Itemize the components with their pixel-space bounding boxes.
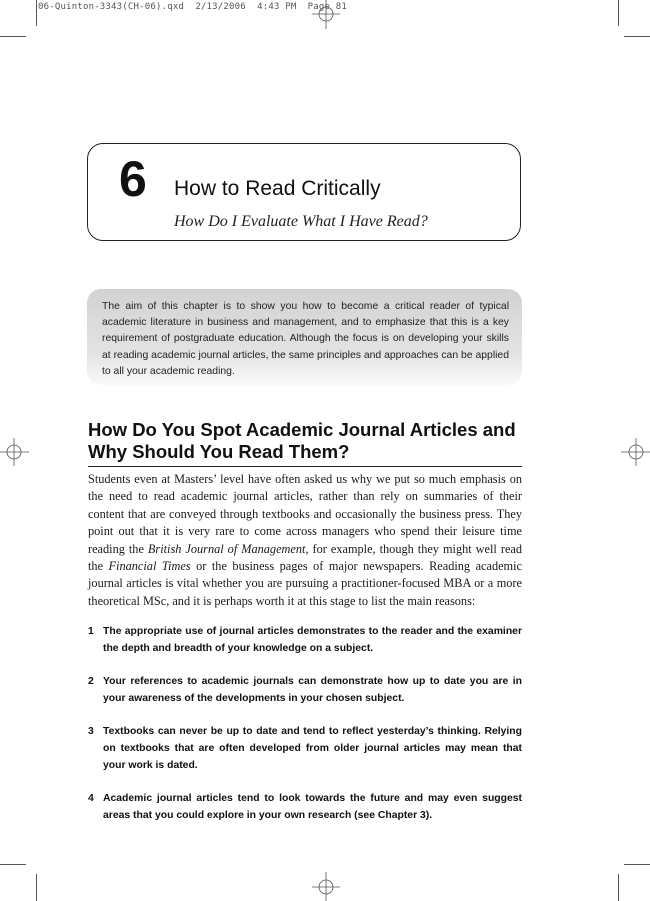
body-text-run: , for example, though they might well read the (88, 541, 523, 574)
crop-mark (624, 36, 650, 37)
list-item (88, 791, 522, 824)
newspaper-title-italic: Financial Times (108, 559, 191, 574)
list-item (88, 724, 522, 774)
registration-mark-icon (620, 437, 650, 467)
body-text-run: or the business pages of major newspapers. Reading academic journal articles is vital whether you are pursuing a practitioner-focused MBA or a more theoretical MSc, and it is perhaps worth it at this stage to list the main reasons: (88, 559, 522, 608)
journal-title-italic: British Journal of Management (147, 541, 306, 556)
crop-mark (624, 864, 650, 865)
list-item (88, 624, 522, 657)
registration-mark-icon (0, 437, 30, 467)
list-item-number: 3 (88, 726, 94, 738)
registration-mark-icon (311, 871, 341, 901)
list-item-number: 1 (88, 626, 94, 637)
list-item-number: 2 (88, 676, 94, 688)
crop-mark (618, 0, 619, 26)
crop-mark (36, 0, 37, 26)
chapter-title: How to Read Critically (174, 177, 381, 200)
chapter-number: 6 (119, 151, 147, 207)
crop-mark (0, 36, 26, 37)
list-item-text: Academic journal articles tend to look towards the future and may even suggest areas that you could explore in your own research (see Chapter 3). (103, 793, 522, 821)
body-text-run: Students even at Masters’ level have often asked us why we put so much emphasis on the need to read academic journal articles, rather than rely on summaries of their content that are conveyed through textbooks and occasionally the business press. They point out that it is very rare to come across managers who spend their leisure time reading the (88, 472, 522, 556)
list-item-text: Your references to academic journals can demonstrate how up to date you are in your awareness of the developments in your chosen subject. (103, 676, 522, 704)
list-item-text: The appropriate use of journal articles demonstrates to the reader and the examiner the depth and breadth of your knowledge on a subject. (103, 626, 522, 654)
section-heading: How Do You Spot Academic Journal Articles and Why Should You Read Them? (88, 419, 516, 462)
chapter-subtitle: How Do I Evaluate What I Have Read? (174, 213, 428, 230)
list-item (88, 674, 522, 707)
crop-mark (0, 864, 26, 865)
chapter-abstract-box (87, 289, 522, 385)
list-item-text: Textbooks can never be up to date and tend to reflect yesterday’s thinking. Relying on textbooks that are often developed from older journal articles may mean that your work is dated. (103, 726, 522, 771)
chapter-abstract-text: The aim of this chapter is to show you how to become a critical reader of typical academic literature in business and management, and to emphasize that this is a key requirement of postgraduate education. Although the focus is on developing your skills at reading academic journal articles, the same principles and approaches can be applied to all your academic reading. (102, 301, 509, 377)
crop-mark (618, 874, 619, 901)
reasons-list (88, 624, 522, 841)
crop-mark (36, 874, 37, 901)
registration-mark-icon (311, 0, 341, 30)
body-paragraph (88, 471, 522, 610)
section-divider (88, 466, 522, 467)
list-item-number: 4 (88, 793, 94, 805)
print-slug-line: 06-Quinton-3343(CH-06).qxd 2/13/2006 4:43 PM Page 81 (38, 2, 348, 12)
